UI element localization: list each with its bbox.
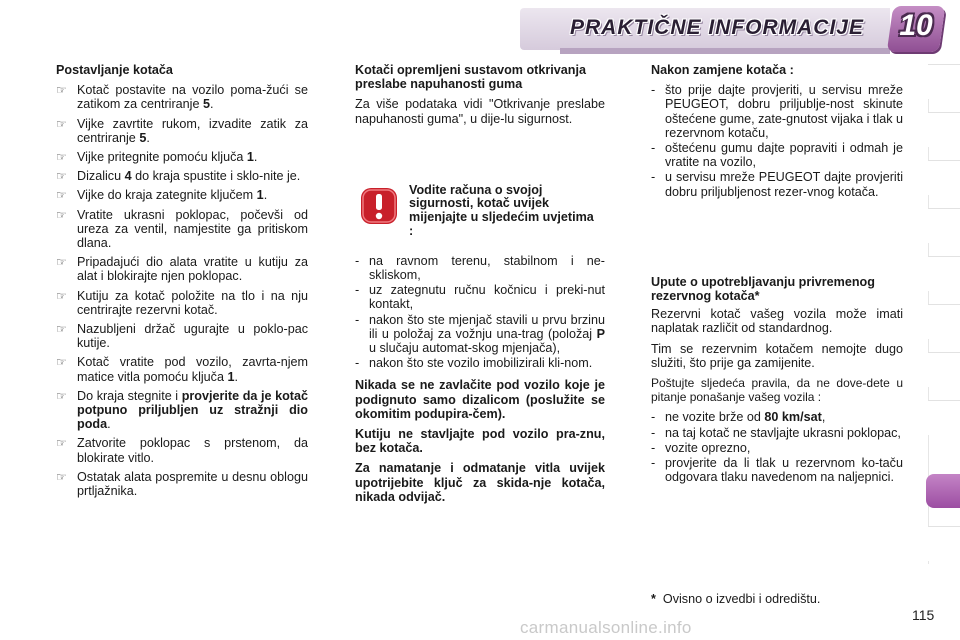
hand-pointer-icon: ☞ (56, 207, 67, 222)
hand-pointer-icon: ☞ (56, 355, 67, 370)
hand-pointer-icon: ☞ (56, 188, 67, 203)
section-heading: Postavljanje kotača (56, 63, 173, 77)
step-item (56, 188, 308, 202)
rule-item (651, 410, 903, 424)
chapter-tab[interactable] (928, 526, 960, 561)
warning-paragraph: Nikada se ne zavlačite pod vozilo koje je podignuto samo dizalicom (poslužite se okomitim podupira-čem). (355, 378, 605, 421)
step-item (56, 436, 308, 464)
step-text: Dizalicu (77, 169, 125, 184)
paragraph: Za više podataka vidi "Otkrivanje preslabe napuhanosti guma", u dije-lu sigurnost. (355, 97, 605, 126)
chapter-tab-active[interactable] (926, 474, 960, 508)
chapter-tab[interactable] (928, 112, 960, 147)
step-text: Kutiju za kotač položite na tlo i na nju centrirajte rezervni kotač. (77, 288, 308, 317)
step-text: Nazubljeni držač ugurajte u poklo-pac kutije. (77, 322, 308, 351)
step-text-end: . (107, 417, 111, 432)
step-text: Zatvorite poklopac s prstenom, da blokirate vitlo. (77, 436, 308, 465)
step-bold: provjerite da je kotač potpuno priljubljen uz stražnji dio poda (77, 388, 308, 432)
step-bold: 5 (139, 130, 147, 145)
page-number: 115 (912, 607, 935, 623)
warning-paragraph: Kutiju ne stavljajte pod vozilo pra-znu, bez kotača. (355, 427, 605, 456)
warning-icon (359, 186, 399, 226)
condition-bold: P (596, 326, 605, 341)
step-text-end: . (263, 188, 268, 203)
section-heading: Upute o upotrebljavanju privremenog rezervnog kotača* (651, 274, 875, 304)
rule-bold: 80 km/sat (764, 410, 822, 425)
rule-text: na taj kotač ne stavljajte ukrasni poklopac, (665, 425, 901, 440)
step-item (56, 117, 308, 145)
step-text: Vijke zavrtite rukom, izvadite zatik za centriranje (77, 116, 308, 145)
rule-item (651, 426, 903, 440)
rules-list (651, 410, 903, 484)
step-item (56, 470, 308, 498)
step-bold: 4 (124, 169, 132, 184)
condition-text: nakon što ste mjenjač stavili u prvu brzinu ili u položaj za vožnju una-trag (položaj (369, 312, 605, 341)
step-text-end: . (234, 369, 239, 384)
step-text-end: . (146, 130, 150, 145)
step-text: Vijke pritegnite pomoću ključa (77, 150, 247, 165)
step-text: Vratite ukrasni poklopac, počevši od ureza za ventil, namjestite ga pritiskom dlana. (77, 207, 308, 251)
rule-item (651, 441, 903, 455)
steps-list (56, 83, 308, 498)
warning-title: Vodite računa o svojoj sigurnosti, kotač uvijek mijenjajte u sljedećim uvjetima : (409, 182, 594, 238)
step-item (56, 322, 308, 350)
step-item (56, 208, 308, 251)
hand-pointer-icon: ☞ (56, 83, 67, 98)
step-text: Kotač vratite pod vozilo, zavrta-njem matice vitla pomoću ključa (77, 355, 308, 384)
condition-text-end: u slučaju automat-skog mjenjača), (369, 341, 561, 356)
step-item (56, 389, 308, 432)
hand-pointer-icon: ☞ (56, 288, 67, 303)
paragraph: Tim se rezervnim kotačem nemojte dugo služiti, što prije ga zamijenite. (651, 341, 903, 370)
column-right (651, 63, 903, 492)
condition-item (355, 254, 605, 282)
chapter-tab[interactable] (928, 160, 960, 195)
rule-text: vozite oprezno, (665, 440, 751, 455)
chapter-number: 10 (899, 9, 933, 42)
list-item: - oštećenu gumu dajte popraviti i odmah je vratite na vozilo, (651, 141, 903, 169)
hand-pointer-icon: ☞ (56, 116, 67, 131)
step-text-end: do kraja spustite i sklo-nite je. (131, 169, 301, 184)
step-item (56, 355, 308, 383)
warning-box (355, 184, 605, 246)
list-item: - što prije dajte provjeriti, u servisu mreže PEUGEOT, dobru priljublje-nost skinute oštećene gume, zate-gnutost vijaka i tlak u rezervnom kotaču, (651, 83, 903, 140)
step-text-end: . (210, 97, 214, 112)
rule-text: ne vozite brže od (665, 410, 765, 425)
page-title: PRAKTIČNE INFORMACIJE (569, 16, 864, 39)
condition-text: uz zategnutu ručnu kočnicu i preki-nut kontakt, (369, 283, 605, 312)
rule-text: provjerite da li tlak u rezervnom ko-taču odgovara tlaku navedenom na naljepnici. (665, 456, 903, 485)
step-item (56, 150, 308, 164)
condition-item (355, 313, 605, 356)
chapter-tabs (928, 64, 960, 574)
hand-pointer-icon: ☞ (56, 150, 67, 165)
hand-pointer-icon: ☞ (56, 388, 67, 403)
chapter-tab[interactable] (928, 352, 960, 387)
step-bold: 1 (246, 150, 254, 165)
step-bold: 1 (256, 188, 264, 203)
condition-item (355, 356, 605, 370)
list-item: - u servisu mreže PEUGEOT dajte provjeriti dobru priljubljenost rezer-vnog kotača. (651, 170, 903, 198)
condition-text: nakon što ste vozilo imobilizirali kli-nom. (369, 356, 593, 371)
chapter-tab[interactable] (928, 400, 960, 435)
after-change-list (651, 83, 903, 199)
chapter-tab[interactable] (928, 304, 960, 339)
footnote (651, 592, 820, 606)
section-heading: Kotači opremljeni sustavom otkrivanja preslabe napuhanosti guma (355, 63, 586, 92)
step-text: Kotač postavite na vozilo poma-žući se zatikom za centriranje (77, 83, 308, 112)
column-middle (355, 63, 605, 510)
step-item (56, 289, 308, 317)
step-text: Ostatak alata pospremite u desnu oblogu prtljažnika. (77, 469, 308, 499)
step-item (56, 255, 308, 283)
paragraph: Poštujte sljedeća pravila, da ne dove-dete u pitanje ponašanje vašeg vozila : (651, 376, 903, 405)
hand-pointer-icon: ☞ (56, 255, 67, 270)
paragraph: Rezervni kotač vašeg vozila može imati naplatak različit od standardnog. (651, 307, 903, 336)
conditions-list (355, 254, 605, 371)
condition-item (355, 283, 605, 311)
chapter-tab[interactable] (928, 64, 960, 99)
step-text: Do kraja stegnite i (77, 388, 182, 403)
footnote-star: * (651, 592, 656, 606)
watermark: carmanualsonline.info (520, 618, 692, 637)
hand-pointer-icon: ☞ (56, 169, 67, 184)
rule-text-end: , (821, 410, 826, 425)
warning-paragraph: Za namatanje i odmatanje vitla uvijek upotrijebite ključ za skida-nje kotača, nikada odvijač. (355, 461, 605, 504)
footnote-text: Ovisno o izvedbi i odredištu. (662, 592, 821, 606)
header (0, 0, 960, 60)
title-banner-shadow (560, 48, 890, 54)
step-text: Pripadajući dio alata vratite u kutiju za alat i blokirajte njen poklopac. (77, 255, 308, 284)
step-text: Vijke do kraja zategnite ključem (77, 188, 257, 203)
step-text-end: . (253, 150, 258, 165)
step-bold: 5 (203, 97, 211, 112)
rule-item (651, 456, 903, 484)
chapter-tab[interactable] (928, 256, 960, 291)
hand-pointer-icon: ☞ (56, 436, 67, 451)
chapter-tab[interactable] (928, 208, 960, 243)
hand-pointer-icon: ☞ (56, 469, 67, 484)
condition-text: na ravnom terenu, stabilnom i ne-skliskom, (369, 253, 605, 283)
step-item (56, 83, 308, 111)
column-left (56, 63, 308, 503)
step-bold: 1 (227, 369, 235, 384)
section-heading: Nakon zamjene kotača : (651, 63, 794, 77)
step-item (56, 169, 308, 183)
hand-pointer-icon: ☞ (56, 322, 67, 337)
